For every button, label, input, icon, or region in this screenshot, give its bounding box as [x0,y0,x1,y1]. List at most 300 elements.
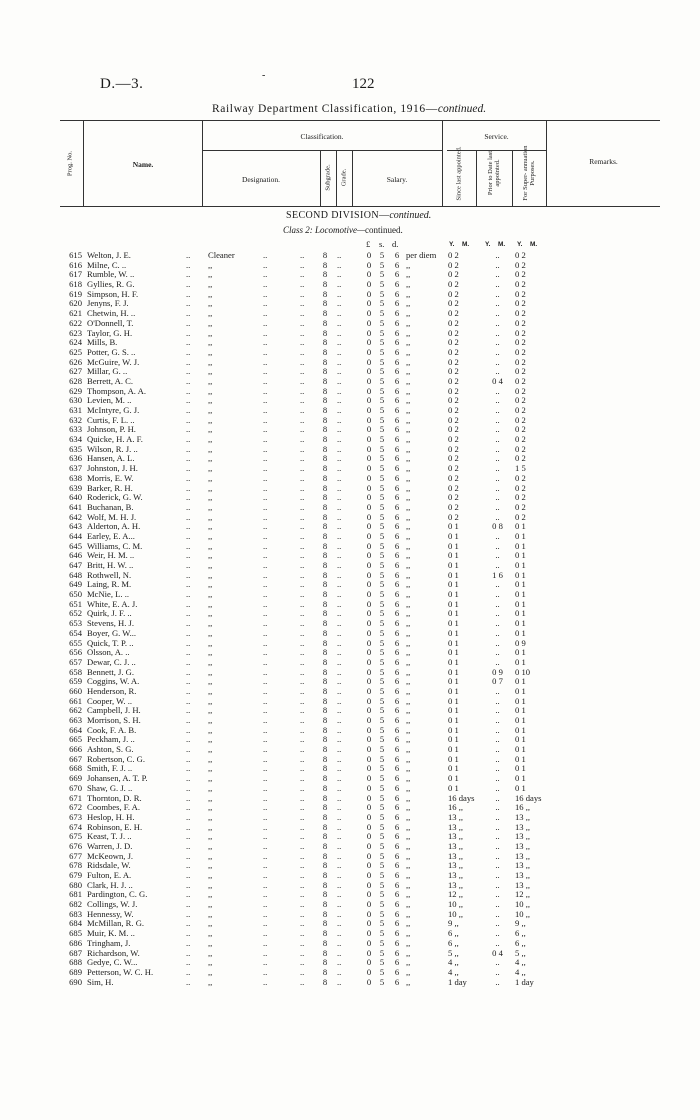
row-salary-pence: 6 [394,346,400,357]
row-designation: ,, [208,899,213,910]
row-service-since-last: 0 1 [448,724,459,735]
row-salary-shillings: 5 [379,627,385,638]
row-salary-pence: 6 [394,821,400,832]
unit-shillings: s. [379,239,385,249]
row-dots: .. [186,375,191,386]
row-dots: .. [186,608,191,619]
row-service-since-last: 5 ,, [448,947,459,958]
row-dots: .. [337,773,342,784]
row-service-prior: .. [495,976,500,987]
row-salary-shillings: 5 [379,366,385,377]
row-salary-shillings: 5 [379,472,385,483]
row-salary-shillings: 5 [379,666,385,677]
row-dots: .. [300,744,305,755]
row-dots: .. [186,472,191,483]
row-service-superannuation: 0 2 [515,443,526,454]
row-salary-pence: 6 [394,724,400,735]
row-salary-period: ,, [406,463,411,474]
row-salary-pence: 6 [394,366,400,377]
row-dots: .. [337,928,342,939]
row-dots: .. [263,763,268,774]
row-salary-pence: 6 [394,899,400,910]
row-designation: ,, [208,589,213,600]
row-prog-no: 680 [69,879,82,890]
row-service-superannuation: 0 2 [515,492,526,503]
row-salary-shillings: 5 [379,269,385,280]
row-salary-period: ,, [406,860,411,871]
row-salary-pence: 6 [394,870,400,880]
row-dots: .. [186,957,191,968]
row-service-prior: .. [495,492,500,503]
row-dots: .. [337,327,342,338]
row-salary-period: ,, [406,840,411,851]
row-salary-period: ,, [406,773,411,784]
row-name: Petterson, W. C. H. [87,966,154,977]
header-for-super: For Super- annuation Purposes. [522,145,536,201]
row-salary-shillings: 5 [379,530,385,541]
row-designation: ,, [208,337,213,348]
row-salary-pence: 6 [394,676,400,687]
row-dots: .. [300,598,305,609]
row-name: Milne, C. .. [87,259,127,270]
row-service-prior: .. [495,250,500,260]
row-service-prior: .. [495,482,500,493]
row-prog-no: 622 [69,317,82,328]
row-dots: .. [300,608,305,619]
row-dots: .. [186,598,191,609]
row-dots: .. [300,850,305,861]
row-service-superannuation: 0 9 [515,637,526,648]
row-designation: ,, [208,763,213,774]
row-dots: .. [337,870,342,880]
row-dots: .. [186,831,191,842]
row-salary-pounds: 0 [366,889,372,900]
row-subgrade: 8 [322,424,328,435]
row-subgrade: 8 [322,947,328,958]
row-salary-pounds: 0 [366,560,372,570]
row-salary-pence: 6 [394,375,400,386]
row-prog-no: 674 [69,821,82,832]
row-salary-pence: 6 [394,337,400,348]
row-dots: .. [300,327,305,338]
row-designation: ,, [208,550,213,561]
row-dots: .. [300,860,305,871]
row-prog-no: 662 [69,705,82,716]
row-salary-pence: 6 [394,472,400,483]
row-name: Ashton, S. G. [87,744,134,755]
row-salary-pence: 6 [394,598,400,609]
row-service-superannuation: 0 2 [515,337,526,348]
row-salary-pence: 6 [394,443,400,454]
row-designation: ,, [208,928,213,939]
row-salary-pounds: 0 [366,317,372,328]
row-designation: ,, [208,734,213,745]
row-salary-pounds: 0 [366,831,372,842]
row-dots: .. [186,966,191,977]
row-designation: ,, [208,676,213,687]
row-salary-pence: 6 [394,792,400,803]
row-dots: .. [300,501,305,512]
row-dots: .. [263,773,268,784]
row-service-superannuation: 0 1 [515,724,526,735]
row-name: Robinson, E. H. [87,821,143,832]
row-subgrade: 8 [322,705,328,716]
row-dots: .. [186,811,191,822]
row-dots: .. [186,269,191,280]
row-service-superannuation: 0 1 [515,540,526,551]
row-service-since-last: 0 1 [448,676,459,687]
row-subgrade: 8 [322,860,328,871]
row-service-superannuation: 0 1 [515,589,526,600]
row-salary-pence: 6 [394,405,400,415]
row-salary-shillings: 5 [379,947,385,958]
row-dots: .. [337,259,342,270]
row-service-since-last: 13 ,, [448,879,464,890]
row-salary-period: ,, [406,647,411,658]
row-salary-period: ,, [406,598,411,609]
row-salary-pounds: 0 [366,666,372,677]
row-dots: .. [263,346,268,357]
row-salary-pence: 6 [394,356,400,367]
row-service-prior: .. [495,308,500,319]
row-designation: ,, [208,666,213,677]
row-dots: .. [300,511,305,522]
row-subgrade: 8 [322,831,328,842]
row-service-superannuation: 0 1 [515,763,526,774]
row-salary-pence: 6 [394,279,400,290]
row-salary-pence: 6 [394,608,400,619]
row-dots: .. [263,560,268,570]
row-dots: .. [337,695,342,706]
row-dots: .. [186,753,191,764]
row-service-prior: .. [495,715,500,725]
row-service-since-last: 0 2 [448,356,459,367]
row-salary-pence: 6 [394,269,400,280]
row-service-superannuation: 6 ,, [515,937,526,948]
row-service-since-last: 0 1 [448,782,459,793]
row-dots: .. [337,482,342,493]
row-dots: .. [186,530,191,541]
row-service-since-last: 0 1 [448,656,459,667]
row-dots: .. [263,937,268,948]
row-prog-no: 671 [69,792,82,803]
row-salary-shillings: 5 [379,608,385,619]
header-name: Name. [132,160,154,169]
row-salary-pounds: 0 [366,579,372,590]
row-dots: .. [337,734,342,745]
row-salary-pounds: 0 [366,453,372,464]
row-service-prior: .. [495,850,500,861]
row-dots: .. [337,753,342,764]
row-prog-no: 667 [69,753,82,764]
row-dots: .. [186,627,191,638]
header-designation: Designation. [241,175,281,184]
row-name: Gyllies, R. G. [87,279,135,290]
row-name: Thompson, A. A. [87,385,146,396]
row-subgrade: 8 [322,298,328,309]
row-dots: .. [186,782,191,793]
row-salary-period: ,, [406,753,411,764]
row-service-since-last: 0 1 [448,763,459,774]
row-dots: .. [337,395,342,406]
row-subgrade: 8 [322,937,328,948]
row-service-superannuation: 0 2 [515,356,526,367]
row-salary-pounds: 0 [366,530,372,541]
row-service-prior: .. [495,879,500,890]
row-dots: .. [300,443,305,454]
row-dots: .. [186,424,191,435]
row-dots: .. [263,308,268,319]
row-service-prior: .. [495,647,500,658]
row-subgrade: 8 [322,908,328,919]
row-name: Williams, C. M. [87,540,143,551]
row-service-prior: .. [495,472,500,483]
row-salary-shillings: 5 [379,899,385,910]
row-dots: .. [186,492,191,503]
row-salary-period: ,, [406,375,411,386]
row-subgrade: 8 [322,627,328,638]
row-name: Roderick, G. W. [87,492,143,503]
row-dots: .. [263,250,268,260]
row-dots: .. [186,637,191,648]
row-service-since-last: 0 1 [448,530,459,541]
row-designation: ,, [208,695,213,706]
row-dots: .. [337,492,342,503]
row-service-superannuation: 0 1 [515,598,526,609]
row-dots: .. [186,405,191,415]
row-prog-no: 655 [69,637,82,648]
classification-underline [202,150,442,151]
row-prog-no: 676 [69,840,82,851]
row-service-prior: .. [495,763,500,774]
row-salary-pounds: 0 [366,753,372,764]
row-prog-no: 635 [69,443,82,454]
row-salary-pounds: 0 [366,627,372,638]
row-service-prior: .. [495,530,500,541]
row-salary-period: ,, [406,521,411,532]
row-dots: .. [337,308,342,319]
row-salary-pence: 6 [394,259,400,270]
row-service-superannuation: 0 1 [515,744,526,755]
row-dots: .. [263,870,268,880]
row-dots: .. [186,259,191,270]
row-subgrade: 8 [322,385,328,396]
row-dots: .. [263,792,268,803]
row-service-prior: .. [495,589,500,600]
row-salary-period: ,, [406,346,411,357]
row-name: McKeown, J. [87,850,134,861]
row-service-prior: .. [495,966,500,977]
page-number: 122 [352,76,375,92]
header-prior-to: Prior to Date last appointed. [487,150,501,196]
row-designation: ,, [208,598,213,609]
row-dots: .. [186,618,191,629]
row-service-superannuation: 0 1 [515,676,526,687]
row-service-since-last: 16 ,, [448,802,464,813]
row-dots: .. [263,831,268,842]
row-dots: .. [300,259,305,270]
row-dots: .. [300,918,305,929]
row-salary-shillings: 5 [379,831,385,842]
row-salary-period: ,, [406,434,411,445]
row-salary-shillings: 5 [379,337,385,348]
row-name: Warren, J. D. [87,840,133,851]
row-dots: .. [263,840,268,851]
row-name: Pardington, C. G. [87,889,148,900]
row-salary-pounds: 0 [366,346,372,357]
row-dots: .. [300,908,305,919]
row-service-since-last: 4 ,, [448,957,459,968]
row-service-prior: .. [495,821,500,832]
row-dots: .. [263,414,268,425]
row-service-superannuation: 0 2 [515,472,526,483]
row-salary-shillings: 5 [379,889,385,900]
row-service-since-last: 13 ,, [448,811,464,822]
row-subgrade: 8 [322,579,328,590]
row-name: Johnson, P. H. [87,424,136,435]
row-dots: .. [263,957,268,968]
row-salary-pence: 6 [394,685,400,696]
row-subgrade: 8 [322,259,328,270]
row-dots: .. [263,579,268,590]
row-dots: .. [300,298,305,309]
row-service-superannuation: 0 2 [515,327,526,338]
row-dots: .. [263,947,268,958]
row-service-prior: .. [495,550,500,561]
row-dots: .. [300,385,305,396]
row-salary-period: ,, [406,395,411,406]
row-dots: .. [300,453,305,464]
row-dots: .. [186,250,191,260]
row-prog-no: 649 [69,579,82,590]
row-prog-no: 670 [69,782,82,793]
col-rule-7 [476,150,477,207]
row-dots: .. [186,744,191,755]
row-service-prior: .. [495,288,500,299]
row-dots: .. [186,724,191,735]
row-prog-no: 659 [69,676,82,687]
row-dots: .. [263,482,268,493]
row-prog-no: 648 [69,569,82,580]
row-subgrade: 8 [322,308,328,319]
row-prog-no: 647 [69,560,82,570]
row-salary-shillings: 5 [379,356,385,367]
row-salary-period: ,, [406,850,411,861]
row-salary-shillings: 5 [379,744,385,755]
row-dots: .. [337,802,342,813]
row-salary-period: ,, [406,715,411,725]
row-dots: .. [300,279,305,290]
row-dots: .. [263,685,268,696]
row-name: Boyer, G. W... [87,627,137,638]
row-dots: .. [337,656,342,667]
row-salary-period: ,, [406,879,411,890]
row-dots: .. [337,637,342,648]
col-rule-8 [512,150,513,207]
row-service-prior: .. [495,773,500,784]
row-salary-shillings: 5 [379,395,385,406]
row-designation: ,, [208,530,213,541]
row-service-superannuation: 0 1 [515,579,526,590]
row-dots: .. [300,637,305,648]
row-service-since-last: 12 ,, [448,889,464,900]
row-dots: .. [300,811,305,822]
row-service-since-last: 0 2 [448,434,459,445]
row-service-since-last: 0 1 [448,569,459,580]
row-salary-pence: 6 [394,637,400,648]
row-salary-pence: 6 [394,889,400,900]
row-salary-shillings: 5 [379,463,385,474]
row-designation: ,, [208,511,213,522]
table-header-bottom-rule [60,206,660,207]
row-salary-pence: 6 [394,937,400,948]
row-dots: .. [263,453,268,464]
col-rule-3 [320,150,321,207]
row-dots: .. [186,792,191,803]
row-dots: .. [337,937,342,948]
row-name: Ridsdale, W. [87,860,131,871]
row-salary-shillings: 5 [379,482,385,493]
row-service-superannuation: 0 1 [515,618,526,629]
row-designation: ,, [208,792,213,803]
row-designation: ,, [208,618,213,629]
row-name: Olsson, A. .. [87,647,130,658]
row-dots: .. [337,569,342,580]
row-dots: .. [300,928,305,939]
row-service-prior: .. [495,782,500,793]
row-service-since-last: 0 2 [448,463,459,474]
row-prog-no: 646 [69,550,82,561]
row-dots: .. [337,589,342,600]
row-prog-no: 656 [69,647,82,658]
row-dots: .. [337,424,342,435]
row-salary-pounds: 0 [366,569,372,580]
row-salary-shillings: 5 [379,802,385,813]
row-dots: .. [186,695,191,706]
row-salary-pence: 6 [394,530,400,541]
row-service-superannuation: 0 2 [515,395,526,406]
row-salary-shillings: 5 [379,850,385,861]
row-dots: .. [300,530,305,541]
row-name: Johansen, A. T. P. [87,773,148,784]
row-designation: ,, [208,327,213,338]
row-dots: .. [337,530,342,541]
row-service-prior: .. [495,453,500,464]
unit-years-super: Y. [517,241,523,248]
row-dots: .. [186,346,191,357]
row-name: Peckham, J. .. [87,734,135,745]
row-dots: .. [337,976,342,987]
row-name: Weir, H. M. .. [87,550,135,561]
row-prog-no: 682 [69,899,82,910]
row-name: Chetwin, H. .. [87,308,136,319]
row-dots: .. [263,327,268,338]
row-dots: .. [186,308,191,319]
row-name: Collings, W. J. [87,899,138,910]
row-salary-period: ,, [406,676,411,687]
row-designation: ,, [208,627,213,638]
row-dots: .. [263,424,268,435]
row-prog-no: 626 [69,356,82,367]
row-prog-no: 669 [69,773,82,784]
row-designation: ,, [208,540,213,551]
row-service-superannuation: 1 5 [515,463,526,474]
row-prog-no: 679 [69,870,82,880]
row-subgrade: 8 [322,608,328,619]
row-salary-shillings: 5 [379,908,385,919]
row-salary-shillings: 5 [379,346,385,357]
row-service-since-last: 0 1 [448,695,459,706]
